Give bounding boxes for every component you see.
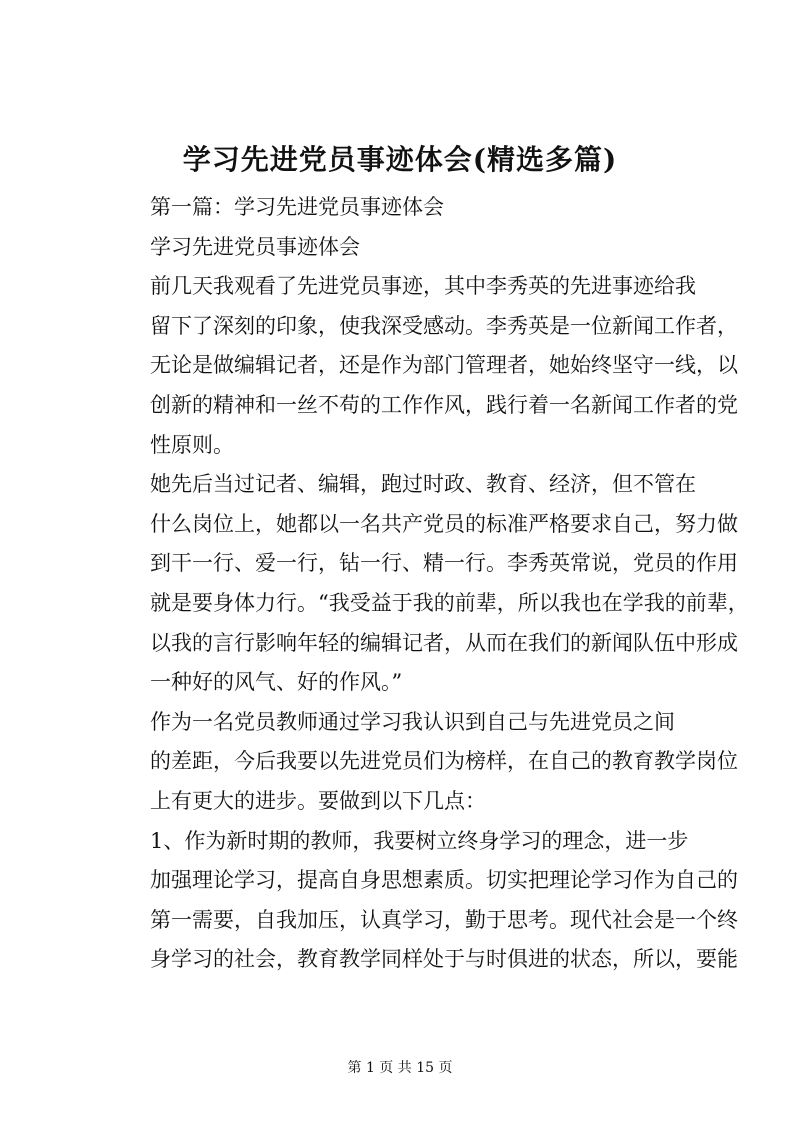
text-line: 她先后当过记者、编辑，跑过时政、教育、经济，但不管在 [150,472,696,497]
text-line: 的差距，今后我要以先进党员们为榜样，在自己的教育教学岗位 [150,749,738,774]
paragraph [108,465,749,703]
text-line: 就是要身体力行。“我受益于我的前辈，所以我也在学我的前辈， [150,590,749,615]
paragraph [108,822,738,980]
text-line: 前几天我观看了先进党员事迹，其中李秀英的先进事迹给我 [150,274,696,299]
paragraph-subtitle [108,228,702,268]
text-line: 上有更大的进步。要做到以下几点： [150,788,486,813]
text-line: 什么岗位上，她都以一名共产党员的标准严格要求自己，努力做 [150,511,738,536]
paragraph-section-heading [108,188,702,228]
text-line: 加强理论学习，提高自身思想素质。切实把理论学习作为自己的 [150,868,738,893]
text-line: 身学习的社会，教育教学同样处于与时俱进的状态，所以，要能 [150,947,738,972]
text-line: 学习先进党员事迹体会 [150,234,360,259]
text-line: 作为一名党员教师通过学习我认识到自己与先进党员之间 [150,709,675,734]
document-body [108,188,749,980]
page-number-footer: 第 1 页 共 15 页 [347,1060,453,1076]
text-line: 1、作为新时期的教师，我要树立终身学习的理念，进一步 [150,828,689,853]
text-line: 以我的言行影响年轻的编辑记者，从而在我们的新闻队伍中形成 [150,630,738,655]
text-line: 留下了深刻的印象，使我深受感动。李秀英是一位新闻工作者， [150,313,738,338]
text-line: 第一需要，自我加压，认真学习，勤于思考。现代社会是一个终 [150,907,738,932]
text-line: 无论是做编辑记者，还是作为部门管理者，她始终坚守一线，以 [150,353,738,378]
paragraph [108,267,738,465]
paragraph [108,703,738,822]
text-line: 性原则。 [150,432,234,457]
text-line: 第一篇：学习先进党员事迹体会 [150,195,444,219]
text-line: 创新的精神和一丝不苟的工作作风，践行着一名新闻工作者的党 [150,392,738,417]
document-title: 学习先进党员事迹体会(精选多篇) [182,143,618,176]
text-line: 到干一行、爱一行，钻一行、精一行。李秀英常说，党员的作用 [150,551,738,576]
text-line: 一种好的风气、好的作风。” [150,670,403,695]
